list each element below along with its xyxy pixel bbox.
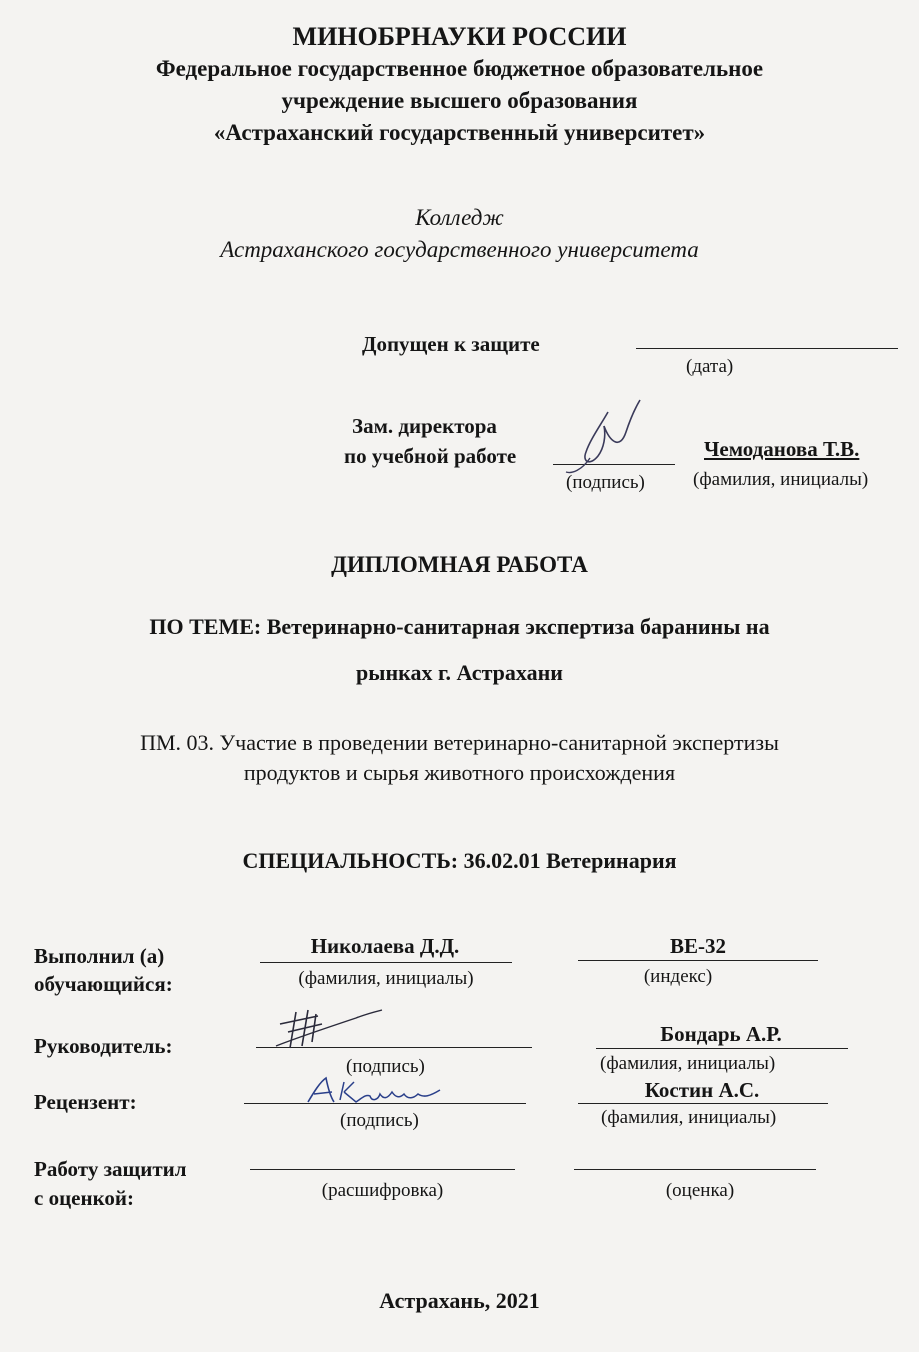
reviewer-name-caption: (фамилия, инициалы)	[601, 1107, 777, 1128]
reviewer-label: Рецензент:	[34, 1090, 137, 1114]
student-name-caption: (фамилия, инициалы)	[298, 968, 474, 989]
student-name-line	[260, 962, 512, 963]
supervisor-name-line	[596, 1048, 848, 1049]
supervisor-signature-caption: (подпись)	[346, 1056, 425, 1077]
organization-line-1: Федеральное государственное бюджетное образовательное	[155, 56, 764, 81]
supervisor-label: Руководитель:	[34, 1034, 173, 1058]
topic-line-2: рынках г. Астрахани	[356, 660, 563, 685]
decode-line	[250, 1169, 515, 1170]
supervisor-name: Бондарь А.Р.	[660, 1022, 782, 1046]
defense-label-line-2: с оценкой:	[34, 1186, 135, 1210]
specialty: СПЕЦИАЛЬНОСТЬ: 36.02.01 Ветеринария	[242, 848, 677, 873]
work-type: ДИПЛОМНАЯ РАБОТА	[331, 552, 588, 577]
student-label-line-2: обучающийся:	[34, 972, 173, 996]
reviewer-name-line	[578, 1103, 828, 1104]
defense-label-line-1: Работу защитил	[34, 1157, 187, 1181]
student-name: Николаева Д.Д.	[310, 934, 460, 958]
grade-caption: (оценка)	[665, 1180, 735, 1201]
deputy-label-line-1: Зам. директора	[352, 414, 497, 438]
reviewer-signature-caption: (подпись)	[340, 1110, 419, 1131]
deputy-name-caption: (фамилия, инициалы)	[693, 469, 869, 490]
date-caption: (дата)	[686, 356, 734, 377]
topic-line-1: ПО ТЕМЕ: Ветеринарно-санитарная экспертиза баранины на	[149, 614, 770, 639]
module-line-2: продуктов и сырья животного происхождения	[243, 760, 676, 785]
module-line-1: ПМ. 03. Участие в проведении ветеринарно-санитарной экспертизы	[140, 730, 779, 755]
organization-line-2: учреждение высшего образования	[281, 88, 638, 113]
supervisor-signature	[266, 1002, 386, 1054]
decode-caption: (расшифровка)	[321, 1180, 444, 1201]
admission-label: Допущен к защите	[362, 332, 540, 356]
college-line-2: Астраханского государственного университета	[220, 237, 699, 262]
organization-line-3: «Астраханский государственный университет»	[213, 120, 706, 145]
deputy-signature	[560, 392, 670, 477]
supervisor-name-caption: (фамилия, инициалы)	[600, 1053, 776, 1074]
date-line	[636, 348, 898, 349]
grade-line	[574, 1169, 816, 1170]
student-group: ВЕ-32	[669, 934, 726, 958]
deputy-name: Чемоданова Т.В.	[704, 437, 860, 461]
deputy-label-line-2: по учебной работе	[344, 444, 517, 468]
college-line-1: Колледж	[415, 205, 504, 230]
ministry-title: МИНОБРНАУКИ РОССИИ	[292, 22, 627, 51]
student-group-caption: (индекс)	[643, 966, 713, 987]
student-group-line	[578, 960, 818, 961]
city-year: Астрахань, 2021	[379, 1288, 540, 1313]
reviewer-name: Костин А.С.	[644, 1078, 760, 1102]
student-label-line-1: Выполнил (а)	[34, 944, 165, 968]
reviewer-signature	[300, 1072, 450, 1108]
deputy-signature-caption: (подпись)	[566, 472, 645, 493]
